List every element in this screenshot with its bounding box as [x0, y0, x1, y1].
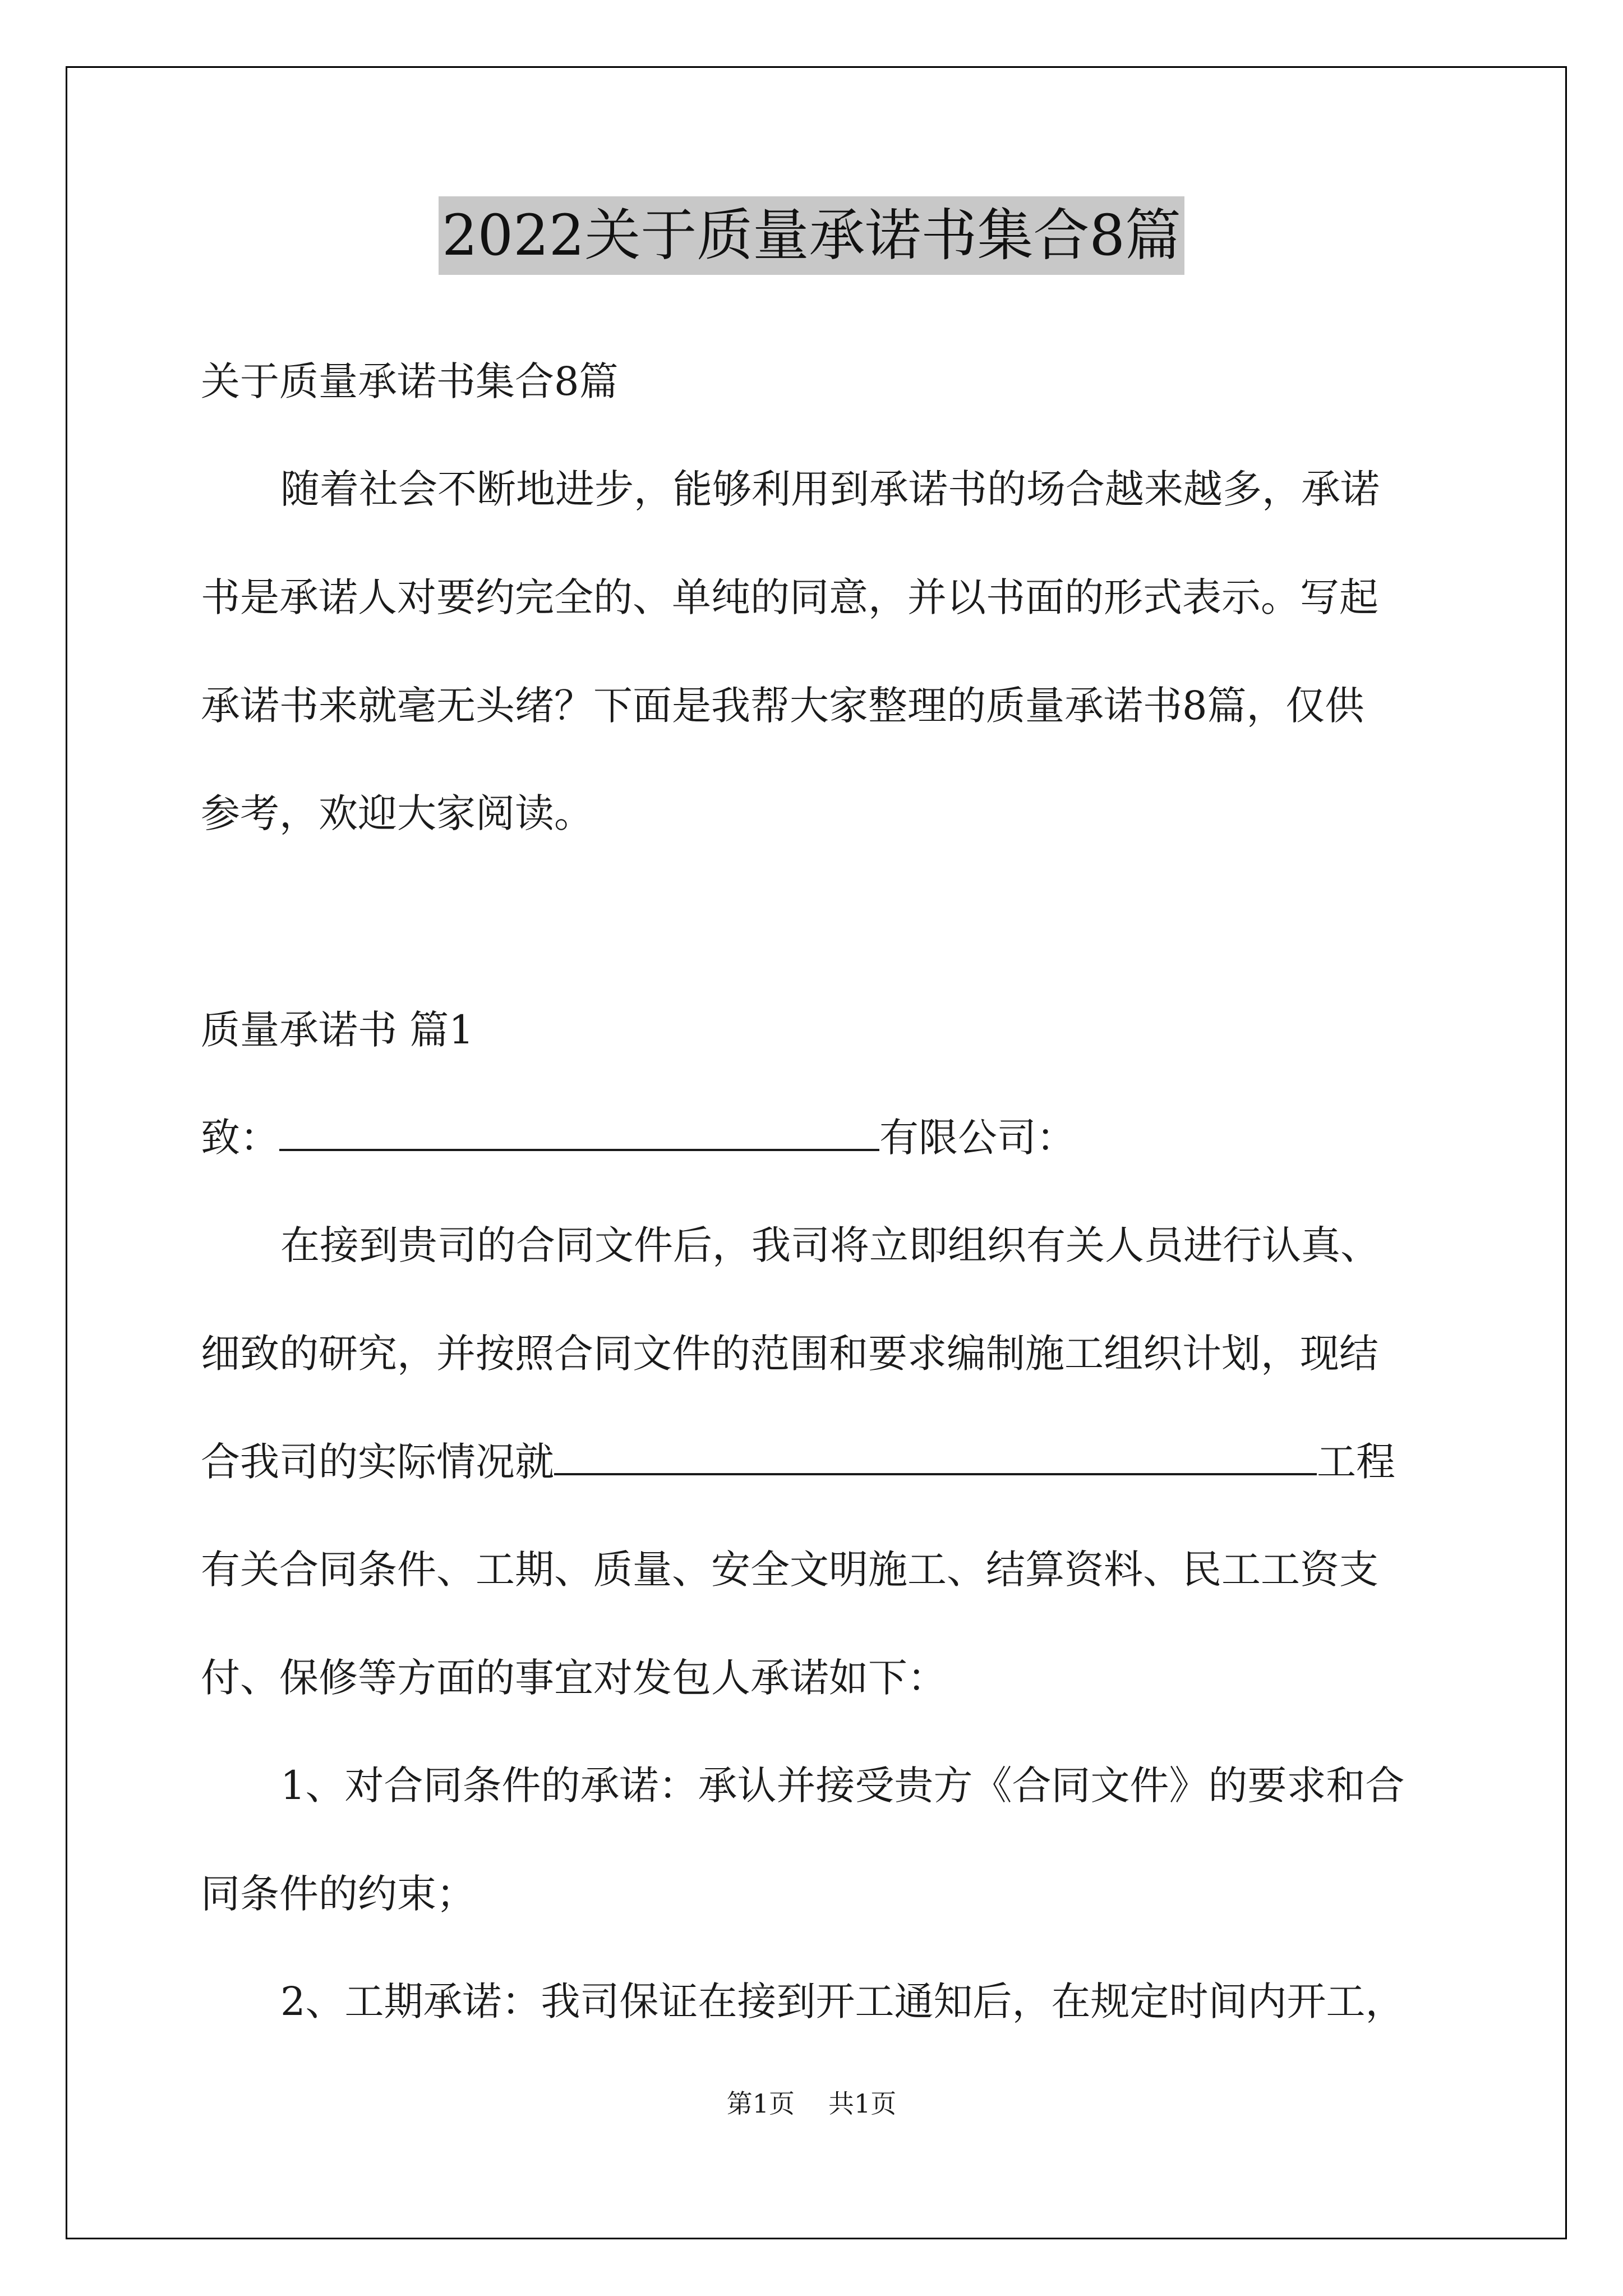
project-name-blank [554, 1434, 1317, 1475]
body-line-3-prefix: 合我司的实际情况就 [201, 1439, 554, 1485]
body-line-3-suffix: 工程 [1317, 1439, 1395, 1485]
intro-line: 承诺书来就毫无头绪？下面是我帮大家整理的质量承诺书8篇，仅供 [201, 683, 1364, 729]
title-container [0, 196, 1623, 275]
body-line [201, 1434, 1395, 1490]
salutation-suffix: 有限公司： [879, 1115, 1076, 1161]
list-item-line: 1、对合同条件的承诺：承认并接受贵方《合同文件》的要求和合 [280, 1763, 1405, 1809]
page-current: 第1页 [726, 2088, 795, 2119]
intro-line: 书是承诺人对要约完全的、单纯的同意，并以书面的形式表示。写起 [201, 574, 1378, 620]
document-subtitle: 关于质量承诺书集合8篇 [201, 358, 619, 404]
list-item-line: 同条件的约束； [201, 1871, 476, 1917]
salutation-line [201, 1110, 1076, 1166]
body-line: 在接到贵司的合同文件后，我司将立即组织有关人员进行认真、 [280, 1222, 1380, 1268]
company-name-blank [279, 1110, 879, 1151]
page-footer [0, 2087, 1623, 2120]
salutation-prefix: 致： [201, 1115, 279, 1161]
document-title: 2022关于质量承诺书集合8篇 [439, 196, 1184, 275]
section-heading: 质量承诺书 篇1 [201, 1007, 474, 1053]
intro-line: 参考，欢迎大家阅读。 [201, 790, 593, 836]
body-line: 付、保修等方面的事宜对发包人承诺如下： [201, 1655, 947, 1701]
intro-line: 随着社会不断地进步，能够利用到承诺书的场合越来越多，承诺 [280, 466, 1380, 512]
page-total: 共1页 [828, 2088, 897, 2119]
body-line: 细致的研究，并按照合同文件的范围和要求编制施工组织计划，现结 [201, 1331, 1378, 1377]
list-item-line: 2、工期承诺：我司保证在接到开工通知后，在规定时间内开工， [280, 1978, 1405, 2024]
body-line: 有关合同条件、工期、质量、安全文明施工、结算资料、民工工资支 [201, 1547, 1378, 1593]
